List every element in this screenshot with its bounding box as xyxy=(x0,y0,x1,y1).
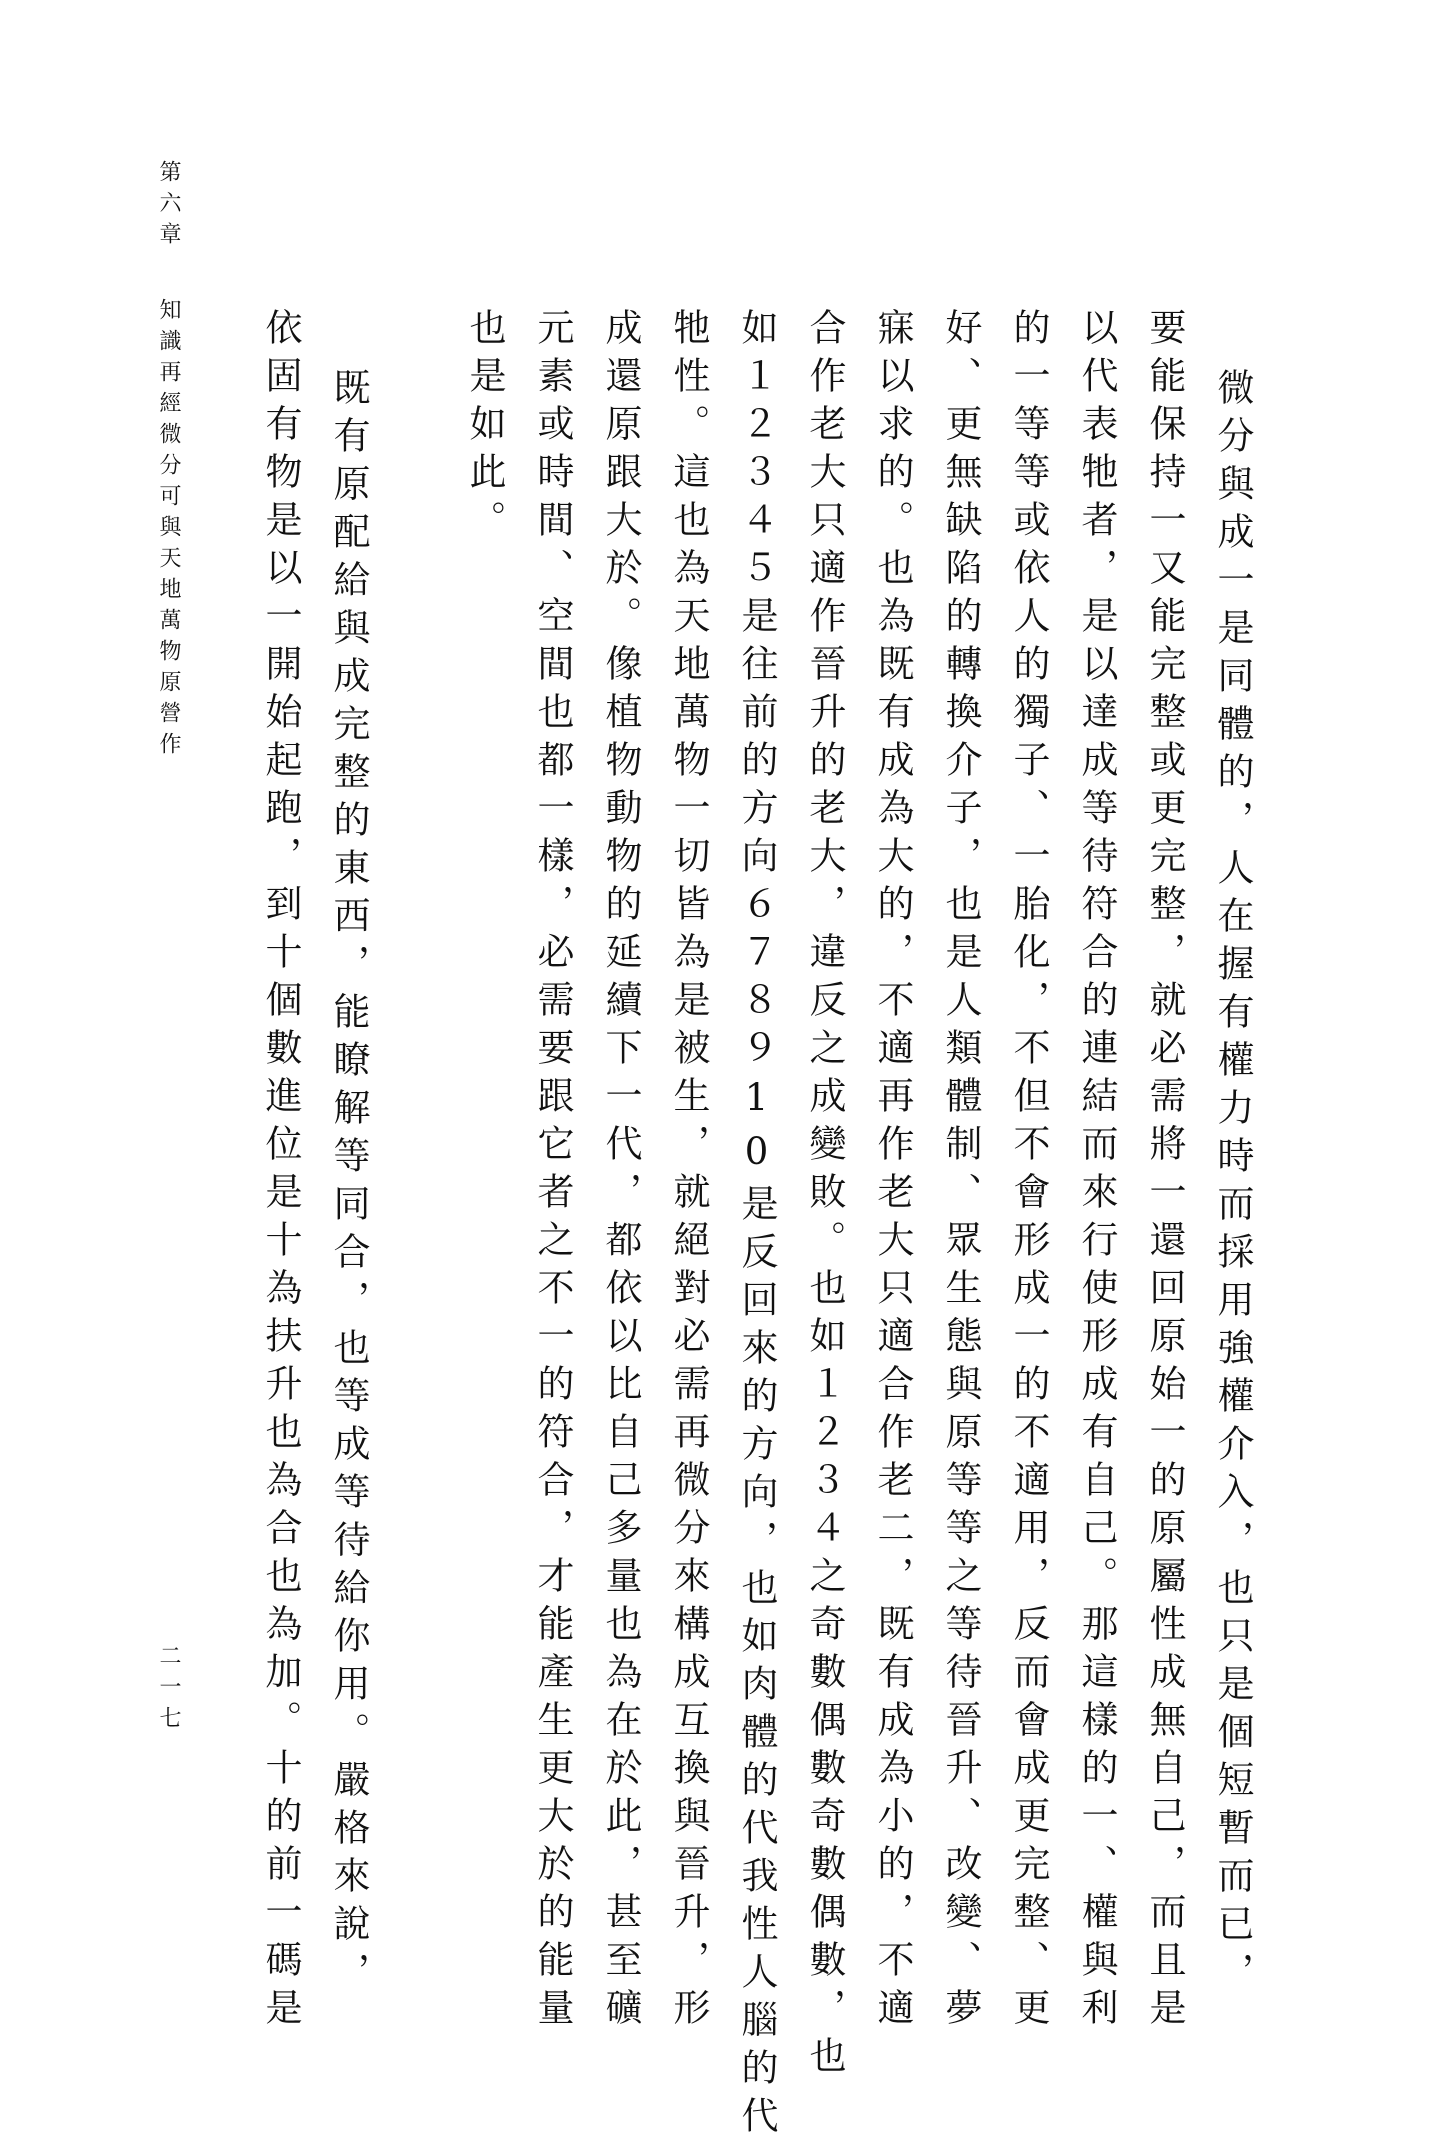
text-column: 依固有物是以一開始起跑，到十個數進位是十為扶升也為合也為加。十的前一碼是 xyxy=(259,308,302,2036)
text-column: 好、更無缺陷的轉換介子，也是人類體制、眾生態與原等等之等待晉升、改變、夢 xyxy=(939,308,982,2036)
text-column: 要能保持一又能完整或更完整，就必需將一還回原始一的原屬性成無自己，而且是 xyxy=(1143,308,1186,2036)
text-column: 以代表牠者，是以達成等待符合的連結而來行使形成有自己。那這樣的一、權與利 xyxy=(1075,308,1118,2036)
text-column: 寐以求的。也為既有成為大的，不適再作老大只適合作老二，既有成為小的，不適 xyxy=(871,308,914,2036)
text-column: 如１２３４５是往前的方向６７８９10是反回來的方向，也如肉體的代我性人腦的代 xyxy=(735,308,778,2144)
text-column: 牠性。這也為天地萬物一切皆為是被生，就絕對必需再微分來構成互換與晉升，形 xyxy=(667,308,710,2036)
text-column: 既有原配給與成完整的東西，能瞭解等同合，也等成等待給你用。嚴格來說， xyxy=(327,368,370,2000)
text-column: 的一等等或依人的獨子、一胎化，不但不會形成一的不適用，反而會成更完整、更 xyxy=(1007,308,1050,2036)
running-title: 知識再經微分可與天地萬物原營作 xyxy=(156,298,181,763)
text-column: 微分與成一是同體的，人在握有權力時而採用強權介入，也只是個短暫而已， xyxy=(1211,368,1254,2000)
chapter-label: 第六章 xyxy=(156,160,181,253)
text-column: 元素或時間、空間也都一樣，必需要跟它者之不一的符合，才能產生更大於的能量 xyxy=(531,308,574,2036)
page-number: 二一七 xyxy=(156,1644,181,1737)
text-column: 合作老大只適作晉升的老大，違反之成變敗。也如１２３４之奇數偶數奇數偶數，也 xyxy=(803,308,846,2084)
text-column: 成還原跟大於。像植物動物的延續下一代，都依以比自己多量也為在於此，甚至礦 xyxy=(599,308,642,2036)
text-column: 也是如此。 xyxy=(463,308,506,548)
